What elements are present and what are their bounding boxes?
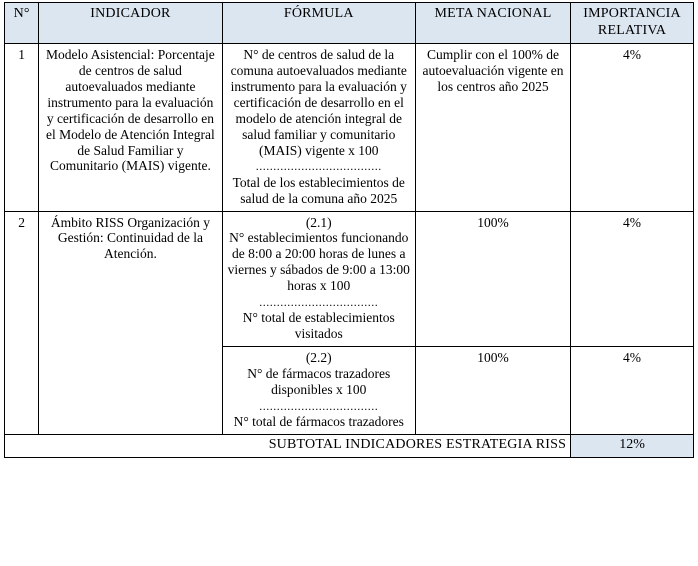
formula-numerator: N° de centros de salud de la comuna autoevaluados mediante instrumento para la evaluación y certificación de desarrollo en el modelo de atención integral de salud familiar y comunitario (MAIS) vigente x 100	[230, 47, 407, 158]
row-number: 1	[5, 44, 39, 211]
indicators-table	[4, 2, 694, 458]
row-meta-nacional: 100%	[415, 347, 570, 435]
formula-denominator: Total de los establecimientos de salud de la comuna año 2025	[232, 174, 405, 206]
subtotal-row	[5, 435, 694, 458]
table-body	[5, 44, 694, 458]
formula-numerator: N° de fármacos trazadores disponibles x 100	[247, 366, 391, 397]
table-row	[5, 211, 694, 347]
row-formula	[222, 211, 415, 347]
column-header-importancia-relativa: IMPORTANCIA RELATIVA	[571, 3, 694, 44]
row-importancia-relativa: 4%	[571, 211, 694, 347]
row-meta-nacional: 100%	[415, 211, 570, 347]
column-header-formula: FÓRMULA	[222, 3, 415, 44]
row-formula	[222, 44, 415, 211]
row-meta-nacional: Cumplir con el 100% de autoevaluación vigente en los centros año 2025	[415, 44, 570, 211]
formula-denominator: N° total de establecimientos visitados	[242, 310, 395, 342]
column-header-meta-nacional: META NACIONAL	[415, 3, 570, 44]
table-header-row	[5, 3, 694, 44]
row-indicador: Modelo Asistencial: Porcentaje de centros de salud autoevaluados mediante instrumento para la evaluación y certificación de desarrollo en el Modelo de Atención Integral de Salud Familiar y Comunitario (MAIS) vigente.	[39, 44, 222, 211]
formula-code: (2.1)	[305, 214, 332, 230]
column-header-numero: N°	[5, 3, 39, 44]
row-importancia-relativa: 4%	[571, 347, 694, 435]
column-header-indicador: INDICADOR	[39, 3, 222, 44]
formula-numerator: N° establecimientos funcionando de 8:00 a 20:00 horas de lunes a viernes y sábados de 9:00 a 13:00 horas x 100	[227, 230, 410, 294]
table-row	[5, 44, 694, 211]
row-importancia-relativa: 4%	[571, 44, 694, 211]
table-header	[5, 3, 694, 44]
subtotal-value: 12%	[571, 435, 694, 458]
formula-divider: ....................................	[255, 159, 382, 174]
row-indicador: Ámbito RISS Organización y Gestión: Continuidad de la Atención.	[39, 211, 222, 435]
row-number: 2	[5, 211, 39, 435]
formula-divider: ..................................	[259, 295, 379, 310]
row-formula	[222, 347, 415, 435]
formula-divider: ..................................	[259, 398, 379, 413]
subtotal-label: SUBTOTAL INDICADORES ESTRATEGIA RISS	[5, 435, 571, 458]
formula-code: (2.2)	[305, 350, 332, 366]
formula-denominator: N° total de fármacos trazadores	[233, 414, 404, 430]
